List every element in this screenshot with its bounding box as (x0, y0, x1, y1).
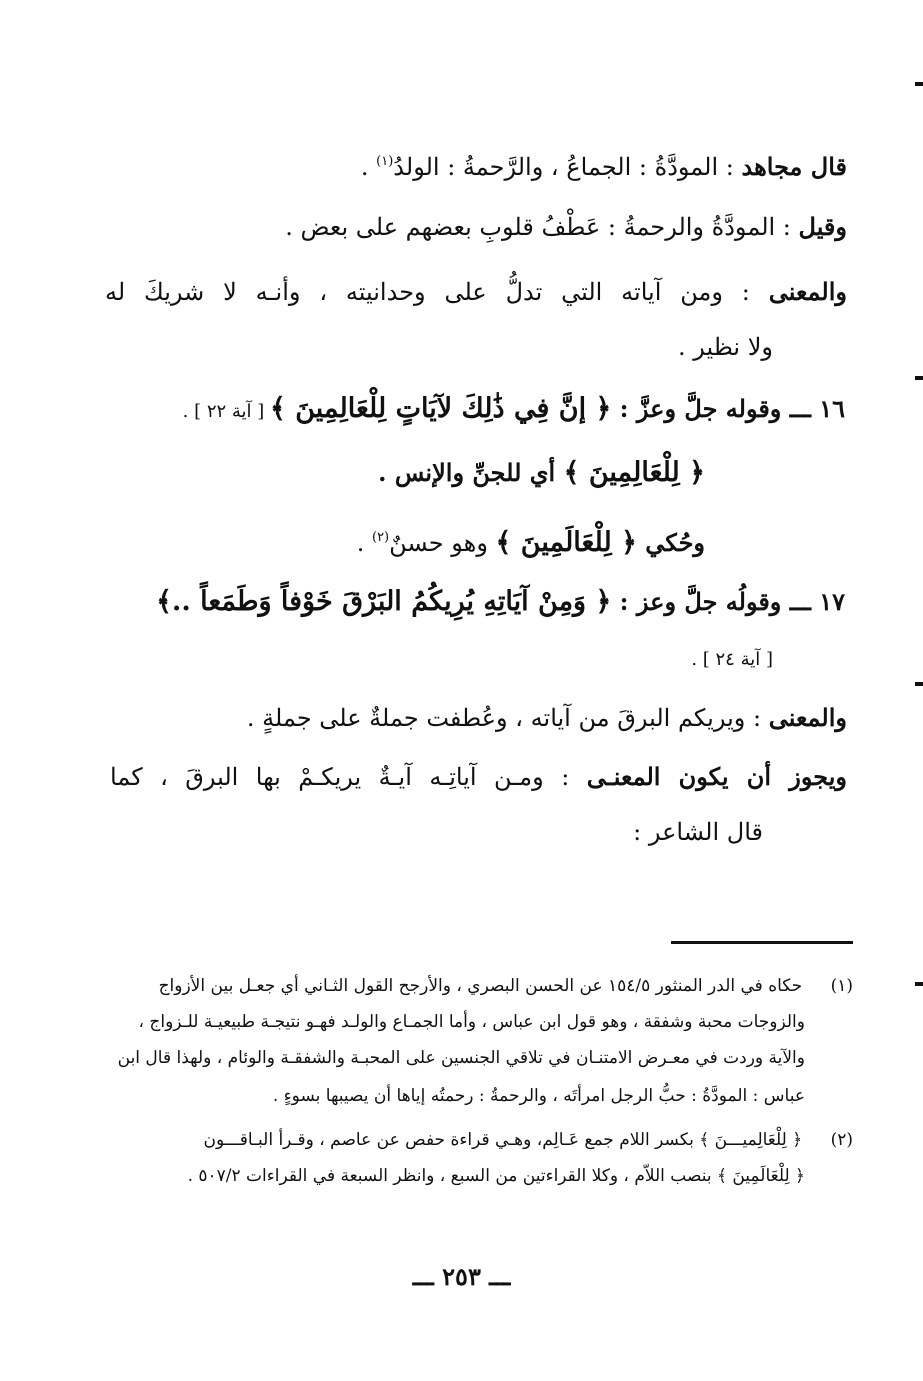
text-line-yajuz (110, 757, 847, 797)
line-end: . (356, 529, 372, 557)
verse-reference: [ آية ٢٢ ] . (182, 401, 271, 422)
line-text: : المودَّةُ : الجماعُ ، والرَّحمةُ : الولدُ (393, 153, 742, 181)
item-number: ١٦ ـــ (789, 394, 845, 423)
verse-line-17 (100, 582, 845, 622)
text-line-meaning (105, 272, 847, 312)
page-number: ـــ ٢٥٣ ـــ (412, 1262, 511, 1291)
footnote-2-line (100, 1126, 853, 1154)
verse-reference-line (100, 640, 773, 680)
speaker-label: وقيل (798, 212, 847, 241)
line-text: وهو حسنٌ (389, 529, 496, 557)
item-number: ١٧ ـــ (789, 587, 845, 616)
footnote-separator (671, 941, 853, 944)
page-edge-mark (915, 376, 923, 380)
text-line-hukiya (100, 518, 705, 558)
footnote-ref: (١) (376, 154, 394, 169)
quran-word: ﴿ لِلْعَالَمِينَ ﴾ (495, 527, 637, 558)
footnote-2-line (100, 1162, 853, 1190)
footnote-text: والآية وردت في معـرض الامتنـان في تلاقي الجنسين على المحبـة والشفقـة والوئام ، ولهذا قال ابن (117, 1048, 805, 1068)
line-text: : المودَّةُ والرحمةُ : عَطْفُ قلوبِ بعضهم على بعض . (285, 213, 799, 241)
line-text: ولا نظير . (677, 333, 773, 361)
text-line-lilalamin (100, 453, 705, 493)
page-edge-mark (915, 982, 923, 986)
speaker-label: ويجوز أن يكون المعنـى (586, 762, 847, 791)
text-line-meaning-2 (100, 698, 847, 738)
footnote-1-line (100, 1008, 853, 1036)
line-text: : ومـن آياتِـه آيـةٌ يريكـمْ بها البرقَ ، كما (110, 763, 587, 791)
text-line-mujahid (100, 142, 847, 182)
text-line-continuation (100, 327, 773, 367)
footnote-text: ﴿ لِلْعَالَمِينَ ﴾ بنصب اللاّم ، وكلا القراءتين من السبع ، وانظر السبعة في القراءات ٥٠٧/٢ . (187, 1166, 805, 1186)
footnote-text: حكاه في الدر المنثور ١٥٤/٥ عن الحسن البصري ، والأرجح القول الثـاني أي جعـل بين الأزواج (158, 976, 803, 996)
quran-verse: ﴿ وَمِنْ آيَاتِهِ يُرِيكُمُ البَرْقَ خَوْفاً وَطَمَعاً ..﴾ (156, 586, 612, 617)
footnote-text: عباس : المودَّةُ : حبُّ الرجل امرأتَه ، والرحمةُ : رحمتُه إياها أن يصيبها بسوءٍ . (272, 1086, 805, 1106)
line-text: قال الشاعر : (633, 818, 763, 846)
line-end: . (360, 153, 377, 181)
text-line-qila (100, 207, 847, 247)
line-text: : ومن آياته التي تدلُّ على وحدانيته ، وأنـه لا شريكَ له (105, 278, 769, 306)
verse-line-16 (100, 389, 845, 429)
footnote-1-line (100, 972, 853, 1000)
intro-text: وحُكي (636, 528, 705, 557)
speaker-label: والمعنى (768, 277, 847, 306)
speaker-label: والمعنى (768, 703, 847, 732)
footnote-1-line (100, 1044, 853, 1072)
footnote-1-line (100, 1082, 853, 1110)
page-edge-mark (915, 82, 923, 86)
quran-verse: ﴿ إنَّ فِي ذَٰلِكَ لآيَاتٍ لِلْعَالِمِينَ ﴾ (270, 393, 612, 424)
line-text: أي للجنِّ والإنس . (378, 458, 564, 487)
intro-text: وقولُه جلَّ وعز : (611, 587, 790, 616)
page-edge-mark (915, 682, 923, 686)
quran-word: ﴿ لِلْعَالِمِينَ ﴾ (563, 457, 705, 488)
speaker-label: قال مجاهد (741, 152, 847, 181)
footnote-text: والزوجات محبة وشفقة ، وهو قول ابن عباس ، وأما الجمـاع والولـد فهـو نتيجـة طبيعيـة للـزواج ، (138, 1012, 805, 1032)
verse-reference: [ آية ٢٤ ] . (691, 649, 773, 670)
line-text: : ويريكم البرقَ من آياته ، وعُطفت جملةٌ على جملةٍ . (246, 704, 769, 732)
footnote-text: ﴿ لِلْعَالِميـــنَ ﴾ بكسر اللام جمع عَـالِم، وهـي قراءة حفص عن عاصم ، وقـرأ البـاقـــون (203, 1130, 803, 1150)
intro-text: وقوله جلَّ وعزَّ : (611, 394, 790, 423)
text-line-poet (100, 812, 763, 852)
footnote-number: (٢) (830, 1130, 853, 1150)
footnote-ref: (٢) (371, 530, 390, 545)
footnote-number: (١) (830, 976, 853, 996)
